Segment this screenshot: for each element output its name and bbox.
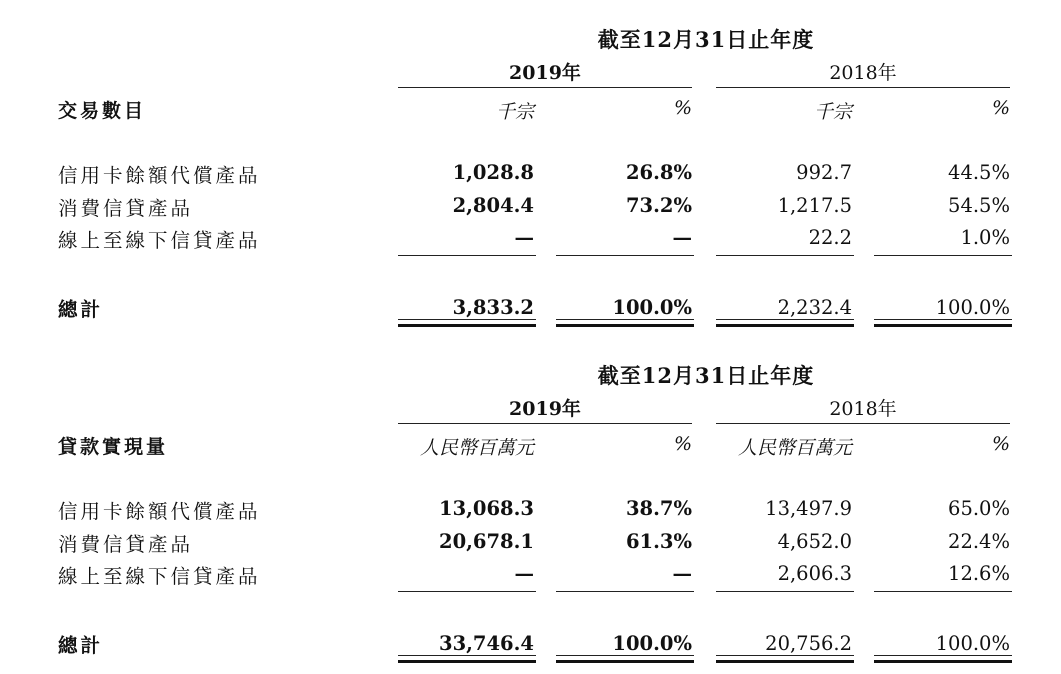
year-prior-heading: 2018年 xyxy=(829,398,897,420)
unit-header: % xyxy=(673,433,692,455)
year-current-heading: 2019年 xyxy=(509,398,581,420)
row-label: 線上至線下信貸產品 xyxy=(58,229,261,252)
period-heading: 截至12月31日止年度 xyxy=(597,27,815,52)
table-cell: 1,217.5 xyxy=(777,194,852,217)
total-top-rule xyxy=(716,319,854,320)
subtotal-rule xyxy=(398,591,536,592)
year-prior-rule xyxy=(716,87,1010,88)
total-cell: 3,833.2 xyxy=(452,296,534,319)
subtotal-rule xyxy=(556,591,694,592)
table-cell: 1,028.8 xyxy=(452,161,534,184)
unit-header: % xyxy=(673,97,692,119)
table-cell: 1.0% xyxy=(960,226,1010,249)
total-label: 總計 xyxy=(58,298,104,321)
total-cell: 100.0% xyxy=(935,296,1010,319)
table-cell: — xyxy=(672,226,692,249)
table-cell: 22.4% xyxy=(948,530,1010,553)
table-cell: 4,652.0 xyxy=(777,530,852,553)
total-cell: 100.0% xyxy=(612,632,692,655)
section-title: 交易數目 xyxy=(58,100,147,122)
total-top-rule xyxy=(874,655,1012,656)
total-cell: 2,232.4 xyxy=(777,296,852,319)
unit-header: 人民幣百萬元 xyxy=(419,437,534,459)
total-top-rule xyxy=(716,655,854,656)
year-prior-rule xyxy=(716,423,1010,424)
total-top-rule xyxy=(874,319,1012,320)
unit-header: 千宗 xyxy=(495,101,534,123)
row-label: 消費信貸產品 xyxy=(58,197,194,220)
total-top-rule xyxy=(556,655,694,656)
table-cell: — xyxy=(514,562,534,585)
table-cell: 20,678.1 xyxy=(439,530,534,553)
year-current-rule xyxy=(398,87,692,88)
table-cell: 65.0% xyxy=(948,497,1010,520)
subtotal-rule xyxy=(874,255,1012,256)
total-cell: 100.0% xyxy=(612,296,692,319)
total-double-rule xyxy=(398,660,536,663)
unit-header: % xyxy=(991,97,1010,119)
section-title: 貸款實現量 xyxy=(58,436,169,458)
loan-volume-table xyxy=(0,336,1061,673)
total-label: 總計 xyxy=(58,634,104,657)
total-top-rule xyxy=(398,319,536,320)
table-cell: 992.7 xyxy=(796,161,852,184)
total-cell: 33,746.4 xyxy=(439,632,534,655)
year-current-heading: 2019年 xyxy=(509,62,581,84)
table-cell: 13,497.9 xyxy=(765,497,852,520)
table-cell: 13,068.3 xyxy=(439,497,534,520)
total-double-rule xyxy=(716,660,854,663)
table-cell: 26.8% xyxy=(625,161,692,184)
table-cell: 54.5% xyxy=(948,194,1010,217)
year-current-rule xyxy=(398,423,692,424)
total-double-rule xyxy=(874,660,1012,663)
total-double-rule xyxy=(716,324,854,327)
subtotal-rule xyxy=(716,255,854,256)
total-double-rule xyxy=(874,324,1012,327)
total-top-rule xyxy=(556,319,694,320)
unit-header: 千宗 xyxy=(813,101,852,123)
table-cell: — xyxy=(514,226,534,249)
unit-header: % xyxy=(991,433,1010,455)
unit-header: 人民幣百萬元 xyxy=(737,437,852,459)
year-prior-heading: 2018年 xyxy=(829,62,897,84)
total-double-rule xyxy=(398,324,536,327)
row-label: 線上至線下信貸產品 xyxy=(58,565,261,588)
table-cell: 22.2 xyxy=(808,226,852,249)
row-label: 信用卡餘額代償產品 xyxy=(58,164,261,187)
subtotal-rule xyxy=(556,255,694,256)
row-label: 信用卡餘額代償產品 xyxy=(58,500,261,523)
table-cell: 44.5% xyxy=(948,161,1010,184)
period-heading: 截至12月31日止年度 xyxy=(597,363,815,388)
table-cell: 61.3% xyxy=(625,530,692,553)
table-cell: 12.6% xyxy=(948,562,1010,585)
total-cell: 20,756.2 xyxy=(765,632,852,655)
subtotal-rule xyxy=(398,255,536,256)
subtotal-rule xyxy=(874,591,1012,592)
table-cell: 2,606.3 xyxy=(777,562,852,585)
total-double-rule xyxy=(556,324,694,327)
row-label: 消費信貸產品 xyxy=(58,533,194,556)
subtotal-rule xyxy=(716,591,854,592)
table-cell: 73.2% xyxy=(625,194,692,217)
table-cell: 2,804.4 xyxy=(452,194,534,217)
total-double-rule xyxy=(556,660,694,663)
table-cell: — xyxy=(672,562,692,585)
total-top-rule xyxy=(398,655,536,656)
table-cell: 38.7% xyxy=(625,497,692,520)
total-cell: 100.0% xyxy=(935,632,1010,655)
